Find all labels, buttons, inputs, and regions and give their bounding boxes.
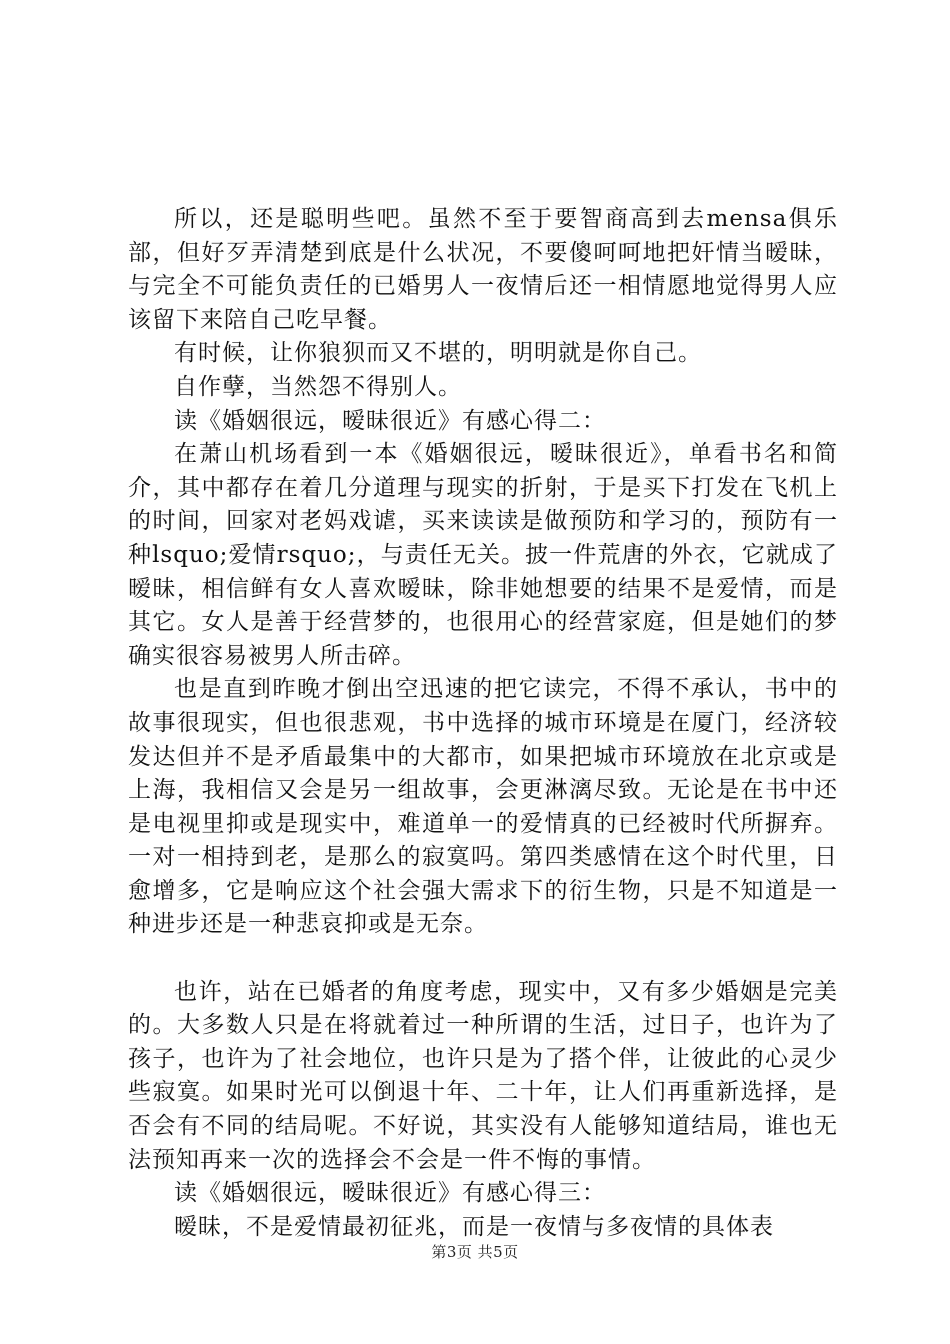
paragraph-7: 也许，站在已婚者的角度考虑，现实中，又有多少婚姻是完美的。大多数人只是在将就着过一种所谓的生活，过日子，也许为了孩子，也许为了社会地位，也许只是为了搭个伴，让彼此的心灵少些寂寞。如果时光可以倒退十年、二十年，让人们再重新选择，是否会有不同的结局呢。不好说，其实没有人能够知道结局，谁也无法预知再来一次的选择会不会是一件不悔的事情。 [128,978,838,1173]
paragraph-3: 自作孽，当然怨不得别人。 [174,373,462,400]
section-heading-2: 读《婚姻很远，暧昧很近》有感心得二： [174,407,606,434]
page-footer: 第3页 共5页 [431,1243,519,1261]
document-body [128,203,838,1244]
paragraph-1: 所以，还是聪明些吧。虽然不至于要智商高到去mensa俱乐部，但好歹弄清楚到底是什么状况，不要傻呵呵地把奸情当暧昧，与完全不可能负责任的已婚男人一夜情后还一相情愿地觉得男人应该留下来陪自己吃早餐。 [128,206,838,333]
paragraph-6: 也是直到昨晚才倒出空迅速的把它读完，不得不承认，书中的故事很现实，但也很悲观，书中选择的城市环境是在厦门，经济较发达但并不是矛盾最集中的大都市，如果把城市环境放在北京或是上海，我相信又会是另一组故事，会更淋漓尽致。无论是在书中还是电视里抑或是现实中，难道单一的爱情真的已经被时代所摒弃。一对一相持到老，是那么的寂寞吗。第四类感情在这个时代里，日愈增多，它是响应这个社会强大需求下的衍生物，只是不知道是一种进步还是一种悲哀抑或是无奈。 [128,676,838,938]
paragraph-5: 在萧山机场看到一本《婚姻很远，暧昧很近》，单看书名和简介，其中都存在着几分道理与现实的折射，于是买下打发在飞机上的时间，回家对老妈戏谑，买来读读是做预防和学习的，预防有一种lsquo;爱情rsquo;，与责任无关。披一件荒唐的外衣，它就成了暧昧，相信鲜有女人喜欢暧昧，除非她想要的结果不是爱情，而是其它。女人是善于经营梦的，也很用心的经营家庭，但是她们的梦确实很容易被男人所击碎。 [128,441,838,669]
paragraph-9: 暧昧，不是爱情最初征兆，而是一夜情与多夜情的具体表 [174,1213,774,1240]
section-heading-3: 读《婚姻很远，暧昧很近》有感心得三： [174,1180,606,1207]
paragraph-2: 有时候，让你狼狈而又不堪的，明明就是你自己。 [174,340,702,367]
